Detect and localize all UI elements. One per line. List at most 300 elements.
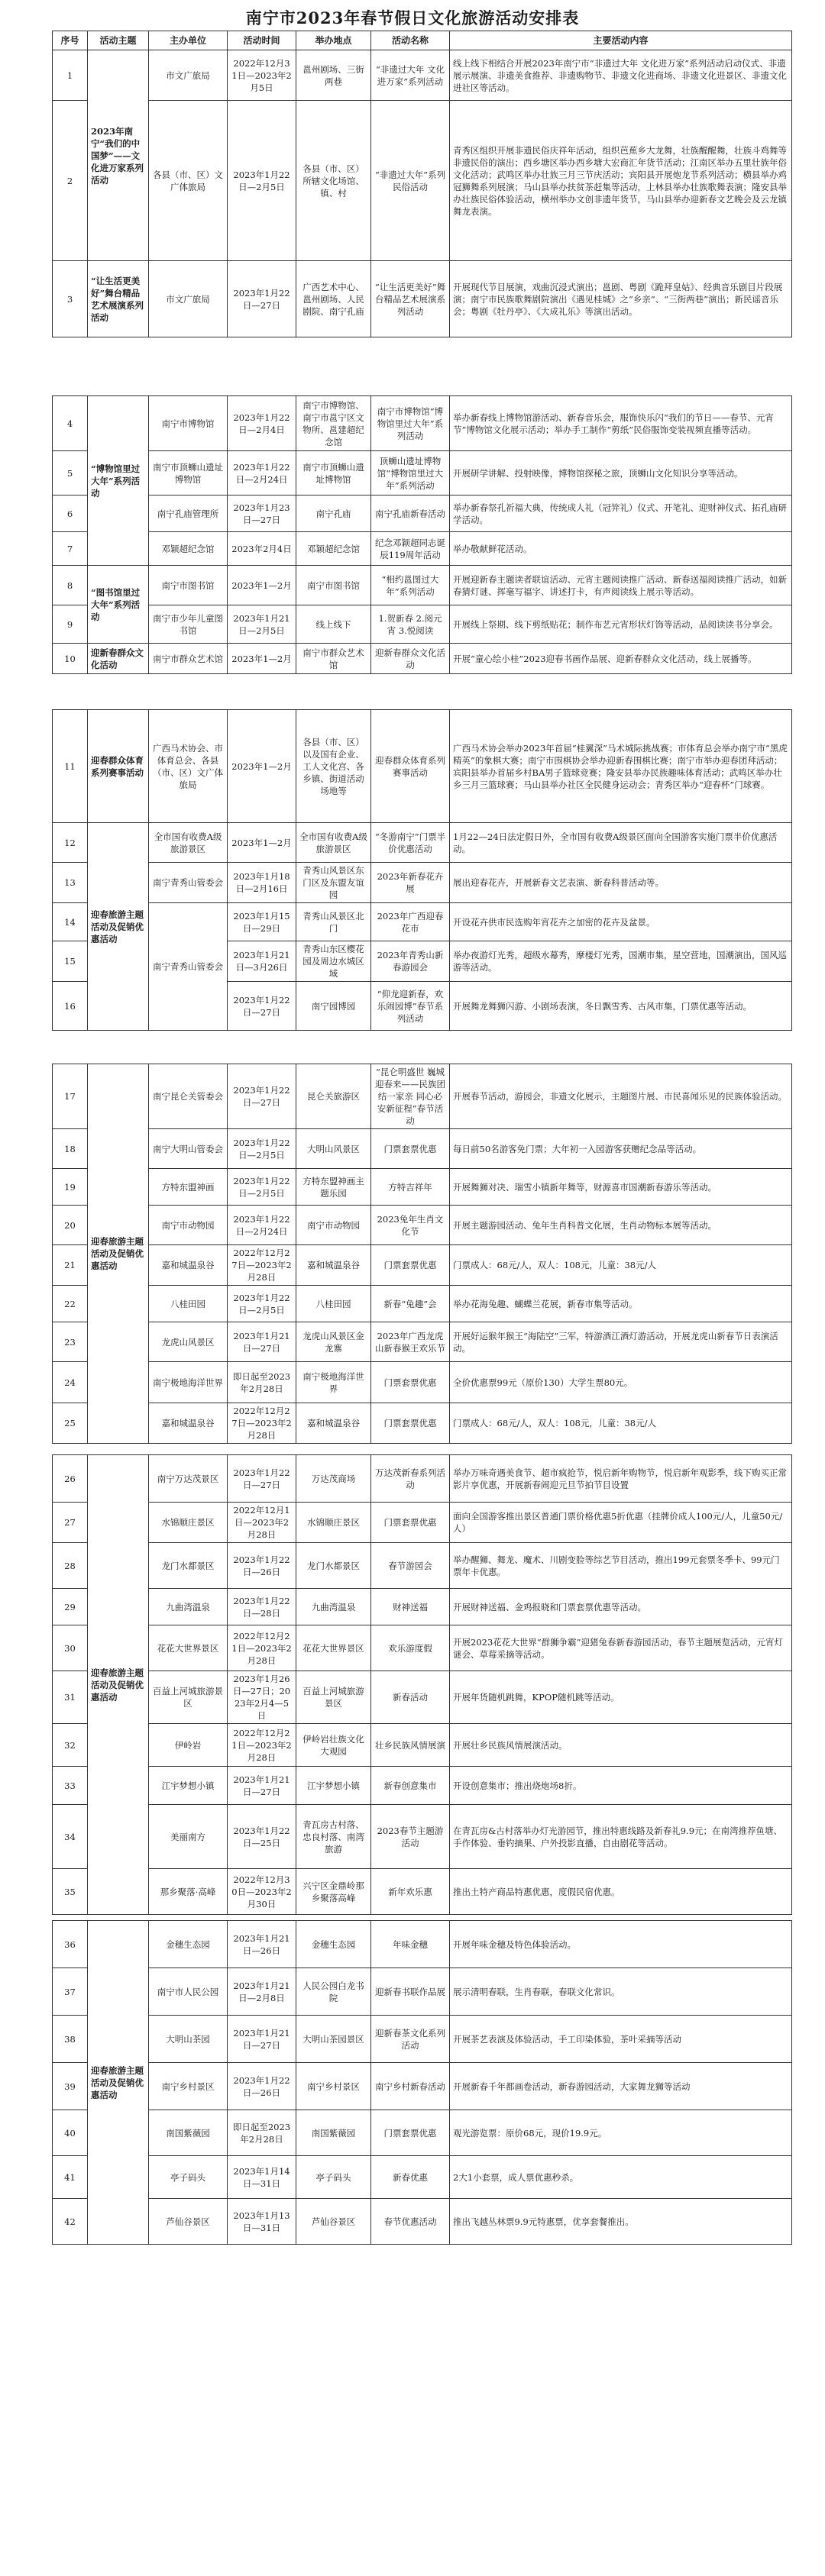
organizer: 八桂田园 bbox=[149, 1286, 228, 1322]
activity-name: 南宁乡村新春活动 bbox=[371, 2063, 450, 2110]
organizer: 邓颖超纪念馆 bbox=[149, 532, 228, 566]
row-number: 13 bbox=[53, 863, 88, 903]
activity-place: 青瓦房古村落、忠良村落、南湾旅游 bbox=[296, 1805, 371, 1869]
activity-content: 开展好运猴年猴王“海陆空”三军，特游酒江酒灯游活动，开展龙虎山新春节日表演活动。 bbox=[450, 1322, 792, 1362]
activity-content: 举办万味奇遇美食节、超市疯抢节，悦启新年购物节，悦启新年观影季，线下购买正常影片享优惠，开展新春闹迎元旦节拍节目设置 bbox=[450, 1455, 792, 1503]
activity-time: 2022年12月1日—2023年2月28日 bbox=[228, 1503, 296, 1543]
activity-content: 举办醒狮、舞龙、魔术、川剧变脸等综艺节目活动，推出199元套票冬季卡、99元门票年卡优惠。 bbox=[450, 1543, 792, 1589]
activity-theme: 迎春群众体育系列赛事活动 bbox=[88, 710, 149, 823]
table-row bbox=[53, 50, 792, 101]
activity-content: 举办夜游灯光秀，超级水幕秀，摩楼灯光秀，国潮市集，星空营地，国潮演出，国风巡游等活动。 bbox=[450, 941, 792, 982]
activity-time: 2023年1月22日—2月5日 bbox=[228, 101, 296, 261]
activity-content: 开展财神送福、金鸡报晓和门票套票优惠等活动。 bbox=[450, 1589, 792, 1625]
table-row bbox=[53, 496, 792, 532]
activity-place: 万达茂商场 bbox=[296, 1455, 371, 1503]
organizer: 那乡聚落·高峰 bbox=[149, 1869, 228, 1915]
table-row bbox=[53, 1206, 792, 1245]
activity-time: 2023年1—2月 bbox=[228, 566, 296, 605]
activity-place: 龙门水都景区 bbox=[296, 1543, 371, 1589]
table-page-2 bbox=[52, 395, 791, 705]
activity-place: 南宁市顶蛳山遗址博物馆 bbox=[296, 451, 371, 496]
activity-content: 2大1小套票，成人票优惠秒杀。 bbox=[450, 2156, 792, 2199]
activity-time: 即日起至2023年2月28日 bbox=[228, 1362, 296, 1403]
row-number: 42 bbox=[53, 2199, 88, 2245]
organizer: 九曲湾温泉 bbox=[149, 1589, 228, 1625]
activity-content: 广西马术协会举办2023年首届“桂翼深”马术城际挑战赛；市体育总会举办南宁市“黑虎精英”的象棋大赛；南宁市围棋协会举办迎新春围棋比赛；南宁市举办迎春团拜活动；宾阳县举办首届乡村BA男子篮球竞赛；隆安县举办民族趣味体育活动；武鸣区举办壮乡三月三篮球赛；马山县举办社区全民健身运动会；青秀区举办“迎春杯”门球赛。 bbox=[450, 710, 792, 823]
activity-name: 2023兔年生肖文化节 bbox=[371, 1206, 450, 1245]
activity-place: 八桂田园 bbox=[296, 1286, 371, 1322]
table-row bbox=[53, 1589, 792, 1625]
activity-content: 青秀区组织开展非遗民俗庆祥年活动，组织芭蕉乡大龙舞，壮族醒醒舞，壮族斗鸡舞等非遗民俗的演出；西乡塘区举办西乡塘大宏商汇年货节活动；江南区举办五里壮族年俗文化活动；武鸣区举办壮族三月三节庆活动；宾阳县开展炮龙节系列活动；横县举办鸡冠狮舞系列展演；马山县举办扶贫茶赶集等活动，上林县举办壮族歌舞表演；隆安县举办壮族民俗体验活动，横州举办文创非遗年货节，马山县举办迎新春文艺晚会及云龙镇舞龙表演。 bbox=[450, 101, 792, 261]
row-number: 40 bbox=[53, 2110, 88, 2156]
row-number: 19 bbox=[53, 1169, 88, 1206]
activity-content: 开展迎新春主题读者联谊活动、元宵主题阅读推广活动、新春送福阅读推广活动，如新春猜灯谜、挥毫写福字、讲述打卡，有声阅读线上展示等活动。 bbox=[450, 566, 792, 605]
organizer: 嘉和城温泉谷 bbox=[149, 1403, 228, 1444]
activity-theme: 2023年南宁“我们的中国梦”——文化进万家系列活动 bbox=[88, 50, 149, 261]
organizer: 南宁市顶蛳山遗址博物馆 bbox=[149, 451, 228, 496]
table-row bbox=[53, 566, 792, 605]
column-header: 主要活动内容 bbox=[450, 31, 792, 50]
table-row bbox=[53, 644, 792, 674]
activity-time: 2023年1月21日—3月26日 bbox=[228, 941, 296, 982]
organizer: 美丽南方 bbox=[149, 1805, 228, 1869]
activity-time: 2023年2月4日 bbox=[228, 532, 296, 566]
activity-place: 大明山风景区 bbox=[296, 1129, 371, 1169]
schedule-table bbox=[52, 1064, 792, 1444]
activity-place: 各县（市、区）以及国有企业、工人文化宫、各乡镇、街道活动场地等 bbox=[296, 710, 371, 823]
schedule-table bbox=[52, 709, 792, 1031]
activity-name: 年味金穗 bbox=[371, 1921, 450, 1968]
row-number: 35 bbox=[53, 1869, 88, 1915]
organizer: 大明山茶园 bbox=[149, 2016, 228, 2063]
activity-theme: “图书馆里过大年”系列活动 bbox=[88, 566, 149, 644]
activity-name: 2023年广西迎春花市 bbox=[371, 903, 450, 941]
activity-place: 龙虎山风景区金龙寨 bbox=[296, 1322, 371, 1362]
table-page-4 bbox=[52, 1064, 791, 1450]
activity-time: 2023年1月22日—27日 bbox=[228, 1064, 296, 1129]
table-page-3 bbox=[52, 709, 791, 1059]
organizer: 南宁青秀山管委会 bbox=[149, 863, 228, 903]
table-row bbox=[53, 1169, 792, 1206]
activity-place: 南宁极地海洋世界 bbox=[296, 1362, 371, 1403]
table-row bbox=[53, 1064, 792, 1129]
activity-name: 万达茂新春系列活动 bbox=[371, 1455, 450, 1503]
table-row bbox=[53, 1543, 792, 1589]
activity-name: “非遗过大年 文化进万家”系列活动 bbox=[371, 50, 450, 101]
activity-content: 开展年货随机跳舞，KPOP随机跳等活动。 bbox=[450, 1671, 792, 1724]
activity-time: 2022年12月31日—2023年2月5日 bbox=[228, 50, 296, 101]
table-page-1 bbox=[52, 31, 791, 391]
table-row bbox=[53, 1671, 792, 1724]
activity-theme: 迎春旅游主题活动及促销优惠活动 bbox=[88, 1455, 149, 1915]
table-row bbox=[53, 1455, 792, 1503]
activity-content: 每日前50名游客免门票；大年初一入园游客获赠纪念品等活动。 bbox=[450, 1129, 792, 1169]
table-row bbox=[53, 1503, 792, 1543]
activity-place: 水锦顺庄景区 bbox=[296, 1503, 371, 1543]
activity-name: 欢乐游度假 bbox=[371, 1625, 450, 1671]
schedule-table bbox=[52, 1454, 792, 1915]
organizer: 南宁万达茂景区 bbox=[149, 1455, 228, 1503]
activity-time: 2023年1月23日—27日 bbox=[228, 496, 296, 532]
activity-place: 南宁孔庙 bbox=[296, 496, 371, 532]
activity-time: 2023年1月21日—2月5日 bbox=[228, 605, 296, 644]
activity-place: 南宁园博园 bbox=[296, 982, 371, 1031]
activity-content: 举办敬献鲜花活动。 bbox=[450, 532, 792, 566]
activity-name: 门票套票优惠 bbox=[371, 1245, 450, 1286]
table-row bbox=[53, 1921, 792, 1968]
table-page-5 bbox=[52, 1454, 791, 1916]
organizer: 南宁孔庙管理所 bbox=[149, 496, 228, 532]
organizer: 南宁市少年儿童图书馆 bbox=[149, 605, 228, 644]
activity-name: 春节游园会 bbox=[371, 1543, 450, 1589]
activity-time: 2023年1月14日—31日 bbox=[228, 2156, 296, 2199]
activity-name: “仰龙迎新春，欢乐闹园博”春节系列活动 bbox=[371, 982, 450, 1031]
table-row bbox=[53, 1403, 792, 1444]
organizer: 亭子码头 bbox=[149, 2156, 228, 2199]
organizer: 伊岭岩 bbox=[149, 1724, 228, 1767]
activity-name: 门票套票优惠 bbox=[371, 1403, 450, 1444]
activity-time: 2023年1月22日—27日 bbox=[228, 1455, 296, 1503]
table-row bbox=[53, 1286, 792, 1322]
activity-content: 开展春节活动，游园会，非遗文化展示，主题图片展、市民喜闻乐见的民族体验活动。 bbox=[450, 1064, 792, 1129]
activity-name: 2023春节主题游活动 bbox=[371, 1805, 450, 1869]
activity-place: 大明山茶园景区 bbox=[296, 2016, 371, 2063]
activity-time: 2022年12月27日—2023年2月28日 bbox=[228, 1403, 296, 1444]
activity-content: 展出迎春花卉，开展新春文艺表演、新春科普活动等。 bbox=[450, 863, 792, 903]
activity-place: 南宁乡村景区 bbox=[296, 2063, 371, 2110]
activity-name: 2023年广西龙虎山新春猴王欢乐节 bbox=[371, 1322, 450, 1362]
organizer: 南宁市动物园 bbox=[149, 1206, 228, 1245]
activity-place: 南宁市博物馆、南宁市邕宁区文物所、邕建超纪念馆 bbox=[296, 396, 371, 451]
table-row bbox=[53, 710, 792, 823]
activity-place: 南宁市图书馆 bbox=[296, 566, 371, 605]
activity-time: 2023年1月22日—26日 bbox=[228, 1543, 296, 1589]
activity-name: 方特吉祥年 bbox=[371, 1169, 450, 1206]
activity-time: 2022年12月21日—2023年2月28日 bbox=[228, 1724, 296, 1767]
activity-name: 门票套票优惠 bbox=[371, 1362, 450, 1403]
table-row bbox=[53, 605, 792, 644]
activity-content: 开展新春千年都画卷活动，新春游园活动，大家舞龙狮等活动 bbox=[450, 2063, 792, 2110]
activity-name: 迎新春书联作品展 bbox=[371, 1968, 450, 2016]
row-number: 41 bbox=[53, 2156, 88, 2199]
activity-time: 2022年12月30日—2023年2月30日 bbox=[228, 1869, 296, 1915]
row-number: 38 bbox=[53, 2016, 88, 2063]
row-number: 21 bbox=[53, 1245, 88, 1286]
activity-name: “非遗过大年”系列民俗活动 bbox=[371, 101, 450, 261]
activity-time: 2023年1月21日—2月8日 bbox=[228, 1968, 296, 2016]
activity-time: 2023年1月22日—27日 bbox=[228, 261, 296, 337]
activity-content: 开设花卉供市民选购年宵花卉之加密的花卉及盆景。 bbox=[450, 903, 792, 941]
organizer: 南宁市图书馆 bbox=[149, 566, 228, 605]
table-row bbox=[53, 1129, 792, 1169]
row-number: 24 bbox=[53, 1362, 88, 1403]
activity-content: 开展舞狮对决、瑞雪小镇新年舞等，财源喜市国潮新春游乐等活动。 bbox=[450, 1169, 792, 1206]
organizer: 龙门水都景区 bbox=[149, 1543, 228, 1589]
activity-time: 即日起至2023年2月28日 bbox=[228, 2110, 296, 2156]
column-header: 活动时间 bbox=[228, 31, 296, 50]
activity-name: “昆仑明盛世 巍城迎春来——民族团结一家亲 同心必安新征程”春节活动 bbox=[371, 1064, 450, 1129]
organizer: 金穗生态园 bbox=[149, 1921, 228, 1968]
activity-name: 迎新春群众文化活动 bbox=[371, 644, 450, 674]
row-number: 15 bbox=[53, 941, 88, 982]
activity-content: 门票成人：68元/人，双人：108元，儿童：38元/人 bbox=[450, 1245, 792, 1286]
table-page-6 bbox=[52, 1920, 791, 2253]
activity-content: 开展茶艺表演及体验活动，手工印染体验，茶叶采摘等活动 bbox=[450, 2016, 792, 2063]
activity-place: 青秀山风景区东门区及东盟友谊园 bbox=[296, 863, 371, 903]
column-header: 序号 bbox=[53, 31, 88, 50]
activity-name: 南宁孔庙新春活动 bbox=[371, 496, 450, 532]
activity-time: 2023年1月22日—25日 bbox=[228, 1805, 296, 1869]
activity-place: 全市国有收费A级旅游景区 bbox=[296, 823, 371, 863]
organizer: 南宁市群众艺术馆 bbox=[149, 644, 228, 674]
row-number: 33 bbox=[53, 1767, 88, 1805]
activity-name: 财神送福 bbox=[371, 1589, 450, 1625]
row-number: 39 bbox=[53, 2063, 88, 2110]
organizer: 南宁乡村景区 bbox=[149, 2063, 228, 2110]
activity-content: 观光游览票：原价68元，现价19.9元。 bbox=[450, 2110, 792, 2156]
table-row bbox=[53, 1322, 792, 1362]
activity-name: 壮乡民族风情展演 bbox=[371, 1724, 450, 1767]
activity-content: 展示清明春联，生肖春联，春联文化常识。 bbox=[450, 1968, 792, 2016]
activity-content: 线上线下相结合开展2023年南宁市“非遗过大年 文化进万家”系列活动启动仪式、非遗展示展演、非遗美食推荐、非遗购物节、非遗文化进商场、非遗文化进景区、非遗文化进社区等活动。 bbox=[450, 50, 792, 101]
row-number: 2 bbox=[53, 101, 88, 261]
table-row bbox=[53, 2110, 792, 2156]
activity-place: 广西艺术中心、邕州剧场、人民剧院、南宁孔庙 bbox=[296, 261, 371, 337]
activity-name: 新年欢乐惠 bbox=[371, 1869, 450, 1915]
organizer: 方特东盟神画 bbox=[149, 1169, 228, 1206]
organizer: 水锦顺庄景区 bbox=[149, 1503, 228, 1543]
table-row bbox=[53, 823, 792, 863]
activity-place: 青秀山风景区北门 bbox=[296, 903, 371, 941]
activity-time: 2023年1月22日—2月24日 bbox=[228, 451, 296, 496]
organizer: 南宁大明山管委会 bbox=[149, 1129, 228, 1169]
column-header: 活动主题 bbox=[88, 31, 149, 50]
activity-name: “让生活更美好”舞台精品艺术展演系列活动 bbox=[371, 261, 450, 337]
table-row bbox=[53, 261, 792, 337]
activity-place: 芦仙谷景区 bbox=[296, 2199, 371, 2245]
row-number: 8 bbox=[53, 566, 88, 605]
activity-time: 2023年1月22日—27日 bbox=[228, 982, 296, 1031]
row-number: 30 bbox=[53, 1625, 88, 1671]
activity-theme: 迎春旅游主题活动及促销优惠活动 bbox=[88, 1921, 149, 2245]
table-row bbox=[53, 2199, 792, 2245]
activity-content: 开展“童心绘小桂”2023迎春书画作品展、迎新春群众文化活动，线上展播等。 bbox=[450, 644, 792, 674]
row-number: 26 bbox=[53, 1455, 88, 1503]
table-row bbox=[53, 396, 792, 451]
row-number: 12 bbox=[53, 823, 88, 863]
organizer: 百益上河城旅游景区 bbox=[149, 1671, 228, 1724]
activity-time: 2023年1月15日—29日 bbox=[228, 903, 296, 941]
row-number: 7 bbox=[53, 532, 88, 566]
activity-place: 线上线下 bbox=[296, 605, 371, 644]
row-number: 18 bbox=[53, 1129, 88, 1169]
row-number: 1 bbox=[53, 50, 88, 101]
organizer: 南宁昆仑关管委会 bbox=[149, 1064, 228, 1129]
activity-name: 南宁市博物馆“博物馆里过大年”系列活动 bbox=[371, 396, 450, 451]
activity-content: 开展现代节目展演，戏曲沉浸式演出；邕剧、粤剧《跪拜皇姑》、经典音乐剧目片段展演；南宁市民族歌舞剧院演出《遇见桂城》之“乡亲”、“三街两巷”演出；新民谣音乐会；粤剧《牡丹亭》、《大成礼乐》等演出活动。 bbox=[450, 261, 792, 337]
activity-content: 开展研学讲解、投射映像，博物馆探秘之旅，顶蛳山文化知识分享等活动。 bbox=[450, 451, 792, 496]
activity-place: 百益上河城旅游景区 bbox=[296, 1671, 371, 1724]
row-number: 5 bbox=[53, 451, 88, 496]
activity-theme: 迎春旅游主题活动及促销优惠活动 bbox=[88, 1064, 149, 1444]
activity-name: 顶蛳山遗址博物馆“博物馆里过大年”系列活动 bbox=[371, 451, 450, 496]
activity-name: 新春创意集市 bbox=[371, 1767, 450, 1805]
activity-name: 春节优惠活动 bbox=[371, 2199, 450, 2245]
table-row bbox=[53, 1968, 792, 2016]
table-row bbox=[53, 1724, 792, 1767]
organizer: 南宁青秀山管委会 bbox=[149, 903, 228, 1031]
activity-content: 举办花海兔趣、蝴蝶兰花展，新春市集等活动。 bbox=[450, 1286, 792, 1322]
activity-time: 2023年1月26日—27日；2023年2月4—5日 bbox=[228, 1671, 296, 1724]
table-row bbox=[53, 2016, 792, 2063]
activity-name: 纪念邓颖超同志诞辰119周年活动 bbox=[371, 532, 450, 566]
activity-place: 方特东盟神画主题乐园 bbox=[296, 1169, 371, 1206]
organizer: 江宇梦想小镇 bbox=[149, 1767, 228, 1805]
activity-content: 1月22—24日法定假日外，全市国有收费A级景区面向全国游客实施门票半价优惠活动。 bbox=[450, 823, 792, 863]
activity-content: 举办新春线上博物馆游活动、新春音乐会，服饰快乐闪“我们的节日——春节、元宵节”博物馆文化展示活动；举办手工制作“剪纸”民俗服饰变装视频直播等活动。 bbox=[450, 396, 792, 451]
activity-name: 1.贺新春 2.阅元宵 3.悦阅读 bbox=[371, 605, 450, 644]
activity-place: 江宇梦想小镇 bbox=[296, 1767, 371, 1805]
activity-place: 金穗生态园 bbox=[296, 1921, 371, 1968]
row-number: 4 bbox=[53, 396, 88, 451]
row-number: 34 bbox=[53, 1805, 88, 1869]
organizer: 嘉和城温泉谷 bbox=[149, 1245, 228, 1286]
activity-content: 举办新春祭孔祈福大典，传统成人礼（冠笄礼）仪式、开笔礼、迎财神仪式、拓孔庙研学活动。 bbox=[450, 496, 792, 532]
activity-place: 兴宁区金鼎岭那乡聚落高峰 bbox=[296, 1869, 371, 1915]
activity-place: 南宁市群众艺术馆 bbox=[296, 644, 371, 674]
row-number: 23 bbox=[53, 1322, 88, 1362]
activity-time: 2022年12月21日—2023年2月28日 bbox=[228, 1625, 296, 1671]
activity-name: 门票套票优惠 bbox=[371, 1129, 450, 1169]
activity-name: 新春活动 bbox=[371, 1671, 450, 1724]
organizer: 南宁市博物馆 bbox=[149, 396, 228, 451]
activity-time: 2023年1月22日—2月4日 bbox=[228, 396, 296, 451]
organizer: 全市国有收费A级旅游景区 bbox=[149, 823, 228, 863]
table-row bbox=[53, 863, 792, 903]
activity-place: 花花大世界景区 bbox=[296, 1625, 371, 1671]
activity-name: “相约邕图过大年”系列活动 bbox=[371, 566, 450, 605]
row-number: 20 bbox=[53, 1206, 88, 1245]
activity-name: 迎春群众体育系列赛事活动 bbox=[371, 710, 450, 823]
activity-time: 2023年1—2月 bbox=[228, 710, 296, 823]
activity-theme: “让生活更美好”舞台精品艺术展演系列活动 bbox=[88, 261, 149, 337]
table-row bbox=[53, 1245, 792, 1286]
activity-place: 南国紫薇园 bbox=[296, 2110, 371, 2156]
activity-place: 九曲湾温泉 bbox=[296, 1589, 371, 1625]
table-row bbox=[53, 2063, 792, 2110]
table-row bbox=[53, 1805, 792, 1869]
activity-place: 伊岭岩壮族文化大观园 bbox=[296, 1724, 371, 1767]
table-row bbox=[53, 1767, 792, 1805]
activity-content: 推出飞越丛林票9.9元特惠票，优享套餐推出。 bbox=[450, 2199, 792, 2245]
activity-time: 2023年1—2月 bbox=[228, 644, 296, 674]
activity-name: 2023年新春花卉展 bbox=[371, 863, 450, 903]
row-number: 28 bbox=[53, 1543, 88, 1589]
activity-time: 2023年1月21日—27日 bbox=[228, 2016, 296, 2063]
activity-time: 2023年1—2月 bbox=[228, 823, 296, 863]
table-page-7 bbox=[52, 2258, 791, 2571]
activity-name: “冬游南宁”门票半价优惠活动 bbox=[371, 823, 450, 863]
activity-name: 门票套票优惠 bbox=[371, 1503, 450, 1543]
activity-place: 亭子码头 bbox=[296, 2156, 371, 2199]
row-number: 9 bbox=[53, 605, 88, 644]
table-row bbox=[53, 451, 792, 496]
activity-place: 各县（市、区）所辖文化场馆、镇、村 bbox=[296, 101, 371, 261]
table-row bbox=[53, 532, 792, 566]
organizer: 市文广旅局 bbox=[149, 261, 228, 337]
row-number: 14 bbox=[53, 903, 88, 941]
column-header: 举办地点 bbox=[296, 31, 371, 50]
row-number: 36 bbox=[53, 1921, 88, 1968]
table-row bbox=[53, 1362, 792, 1403]
organizer: 市文广旅局 bbox=[149, 50, 228, 101]
activity-time: 2023年1月22日—2月24日 bbox=[228, 1206, 296, 1245]
organizer: 芦仙谷景区 bbox=[149, 2199, 228, 2245]
activity-time: 2023年1月22日—2月5日 bbox=[228, 1286, 296, 1322]
row-number: 16 bbox=[53, 982, 88, 1031]
activity-name: 门票套票优惠 bbox=[371, 2110, 450, 2156]
activity-place: 昆仑关旅游区 bbox=[296, 1064, 371, 1129]
activity-name: 新春“兔趣”会 bbox=[371, 1286, 450, 1322]
row-number: 25 bbox=[53, 1403, 88, 1444]
activity-theme: 迎新春群众文化活动 bbox=[88, 644, 149, 674]
schedule-table bbox=[52, 395, 792, 674]
table-row bbox=[53, 903, 792, 941]
row-number: 10 bbox=[53, 644, 88, 674]
table-header-row bbox=[53, 31, 792, 50]
activity-place: 嘉和城温泉谷 bbox=[296, 1245, 371, 1286]
column-header: 主办单位 bbox=[149, 31, 228, 50]
activity-time: 2023年1月18日—2月16日 bbox=[228, 863, 296, 903]
table-row bbox=[53, 1625, 792, 1671]
activity-place: 青秀山东区樱花园及周边水城区域 bbox=[296, 941, 371, 982]
row-number: 37 bbox=[53, 1968, 88, 2016]
activity-content: 开设创意集市；推出烧炮场8折。 bbox=[450, 1767, 792, 1805]
organizer: 南国紫薇园 bbox=[149, 2110, 228, 2156]
activity-time: 2022年12月27日—2023年2月28日 bbox=[228, 1245, 296, 1286]
row-number: 22 bbox=[53, 1286, 88, 1322]
page-title: 南宁市2023年春节假日文化旅游活动安排表 bbox=[245, 8, 580, 27]
activity-place: 邓颖超纪念馆 bbox=[296, 532, 371, 566]
row-number: 6 bbox=[53, 496, 88, 532]
row-number: 32 bbox=[53, 1724, 88, 1767]
organizer: 南宁极地海洋世界 bbox=[149, 1362, 228, 1403]
activity-name: 2023年青秀山新春游园会 bbox=[371, 941, 450, 982]
organizer: 广西马术协会、市体育总会、各县（市、区）文广体旅局 bbox=[149, 710, 228, 823]
organizer: 龙虎山风景区 bbox=[149, 1322, 228, 1362]
activity-content: 开展舞龙舞狮闪游、小剧场表演，冬日飘雪秀、古风市集，门票优惠等活动。 bbox=[450, 982, 792, 1031]
organizer: 花花大世界景区 bbox=[149, 1625, 228, 1671]
activity-content: 门票成人：68元/人，双人：108元，儿童：38元/人 bbox=[450, 1403, 792, 1444]
row-number: 27 bbox=[53, 1503, 88, 1543]
activity-content: 开展壮乡民族风情展演活动。 bbox=[450, 1724, 792, 1767]
activity-content: 开展主题游园活动、兔年生肖科普文化展，生肖动物标本展等活动。 bbox=[450, 1206, 792, 1245]
row-number: 31 bbox=[53, 1671, 88, 1724]
row-number: 11 bbox=[53, 710, 88, 823]
row-number: 29 bbox=[53, 1589, 88, 1625]
activity-time: 2023年1月21日—27日 bbox=[228, 1767, 296, 1805]
activity-time: 2023年1月22日—2月5日 bbox=[228, 1129, 296, 1169]
activity-theme: “博物馆里过大年”系列活动 bbox=[88, 396, 149, 566]
schedule-table bbox=[52, 1920, 792, 2245]
row-number: 17 bbox=[53, 1064, 88, 1129]
activity-content: 开展2023花花大世界“群狮争霸”迎猪兔春新春游园活动，春节主题展览活动，元宵灯谜会、草莓采摘等活动。 bbox=[450, 1625, 792, 1671]
table-row bbox=[53, 2156, 792, 2199]
activity-content: 开展年味金穗及特色体验活动。 bbox=[450, 1921, 792, 1968]
activity-time: 2023年1月22日—26日 bbox=[228, 2063, 296, 2110]
activity-time: 2023年1月21日—27日 bbox=[228, 1322, 296, 1362]
row-number: 3 bbox=[53, 261, 88, 337]
